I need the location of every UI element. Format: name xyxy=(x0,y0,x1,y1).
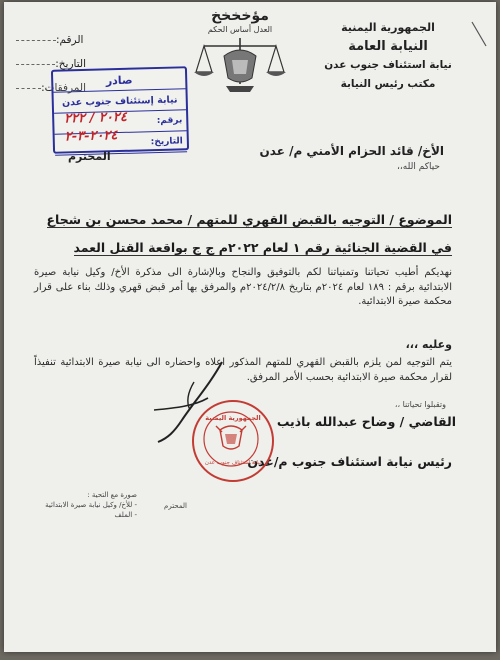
scales-eagle-icon xyxy=(192,34,288,96)
number-label: الرقم: xyxy=(56,34,84,46)
letterhead-country: الجمهورية اليمنية xyxy=(341,21,435,34)
signatory-title: رئيس نيابة استئناف جنوب م/عدن xyxy=(247,454,452,469)
letterhead-authority: النيابة العامة xyxy=(348,39,428,54)
stamp-handwritten-date: ٢٠٢٤-٣-٢ xyxy=(64,128,118,145)
body-paragraph-2: يتم التوجيه لمن يلزم بالقبض القهري للمتهم المذكور اعلاه واحضاره الى نيابة صيرة الابتدائية تنفيذاً لقرار محكمة صيرة الابتدائية بحسب الأمر المرفق. xyxy=(34,357,452,383)
stamp-office: نيابة إستئناف جنوب عدن xyxy=(54,89,187,113)
emblem xyxy=(190,8,290,100)
letterhead-office: نيابة استئناف جنوب عدن xyxy=(324,59,452,71)
seal-ring-text: نيابة استئناف جنوب عدن xyxy=(204,460,262,466)
signatory-name: القاضي / وضاح عبدالله باذيب xyxy=(276,414,456,429)
emblem-motto: العدل أساس الحكم xyxy=(207,25,273,34)
date-label: التاريخ: xyxy=(55,58,86,70)
stamp-title: صادر xyxy=(53,68,186,92)
attachments-line xyxy=(16,88,41,89)
wa-alayh: وعليه ،،، xyxy=(405,338,452,351)
outgoing-stamp xyxy=(51,66,189,154)
subject-line-2: في القضية الجنائية رقم ١ لعام ٢٠٢٢م ج ج بواقعة القتل العمد xyxy=(73,240,452,255)
stamp-number-label: برقم: xyxy=(156,115,183,127)
greeting: حياكم الله،، xyxy=(396,162,440,172)
stamp-handwritten-number: ٢٠٢٤ / ٢٢٢ xyxy=(64,109,128,127)
copy-list-item-2: - الملف xyxy=(114,511,137,519)
attachments-label: المرفقات: xyxy=(41,82,86,94)
letterhead-department: مكتب رئيس النيابة xyxy=(340,78,436,90)
copy-list-item-1: - للأخ/ وكيل نيابة صيرة الابتدائية xyxy=(45,501,137,509)
emblem-calligraphy: مؤخخخخ xyxy=(211,8,269,24)
respect-title: المحترم xyxy=(68,150,111,163)
closing: وتقبلوا تحياتنا ،، xyxy=(394,400,446,409)
letterhead-right xyxy=(298,18,478,94)
body-paragraph-1: نهديكم أطيب تحياتنا وتمنياتنا لكم بالتوفيق والنجاح وبالإشارة الى مذكرة الأخ/ وكيل نيابة صيرة الابتدائية برقم : ١٨٩ لعام ٢٠٢٤م بتاريخ ٢٠٢٤/٢/٨م والمرفق بها أمر قبض قهري وذلك بناء على قرار محكمة صيرة الابتدائية. xyxy=(34,267,452,307)
seal-top-text: الجمهورية اليمنية xyxy=(205,414,261,422)
copy-respect: المحترم xyxy=(164,502,187,510)
letter-page xyxy=(4,2,496,652)
copy-list-title: صورة مع التحية : xyxy=(87,491,137,499)
subject-line-1: الموضوع / التوجيه بالقبض القهري للمتهم / محمد محسن بن شجاع xyxy=(46,212,452,227)
copy-list xyxy=(22,490,137,520)
number-line xyxy=(16,40,56,41)
addressee: الأخ/ قائد الحزام الأمني م/ عدن xyxy=(259,144,444,158)
pen-mark-icon xyxy=(468,20,490,48)
subject xyxy=(32,206,452,262)
date-line xyxy=(16,64,55,65)
stamp-date-label: التاريخ: xyxy=(150,136,183,148)
official-seal xyxy=(192,400,274,482)
